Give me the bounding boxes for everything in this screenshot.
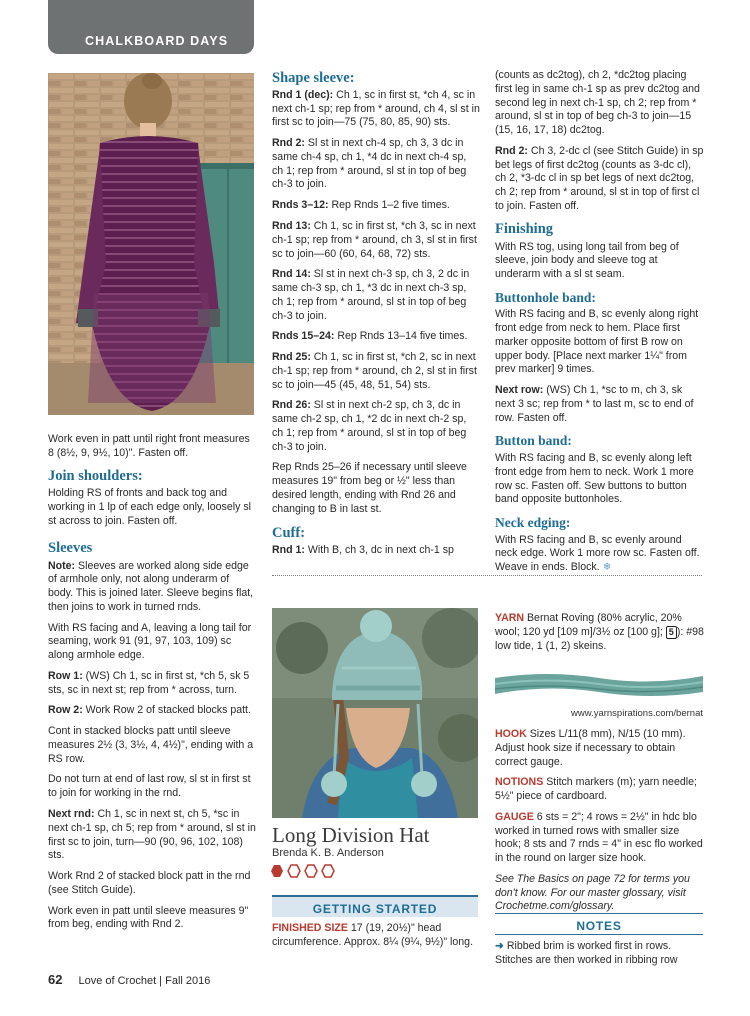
note-1 — [495, 940, 705, 968]
hook-label: HOOK — [495, 728, 527, 740]
notions-label: NOTIONS — [495, 776, 544, 789]
rnd26-paragraph — [272, 399, 480, 454]
button-band-heading: Button band: — [495, 433, 572, 449]
yarn-weight-number: 5 — [668, 626, 674, 637]
cuff-rnd1-text: With B, ch 3, dc in next ch-1 sp — [304, 544, 454, 557]
rnd2-text: Sl st in next ch-4 sp, ch 3, 3 dc in same ch-4 sp, ch 1, *4 dc in next ch-4 sp, ch 1; rep from * around, sl st in top of beg ch-3 to join. — [272, 137, 467, 191]
rnds3-label: Rnds 3–12: — [272, 199, 329, 212]
row1-paragraph — [48, 670, 256, 698]
sleeves-heading: Sleeves — [48, 539, 93, 556]
rnd2-label: Rnd 2: — [272, 137, 305, 150]
page-footer — [48, 972, 210, 989]
getting-started-banner — [272, 895, 478, 917]
gauge-text: 6 sts = 2"; 4 rows = 2½" in hdc blo worked in turned rows with smaller size hook; 8 sts and 7 rnds = 4" in esc flo worked in the round on larger size hook. — [495, 810, 703, 865]
continued-paragraph: (counts as dc2tog), ch 2, *dc2tog placing first leg in same ch-1 sp as prev dc2tog and second leg in next ch-1 sp, ch 2; rep from * around, sl st in top of beg ch-3 to join—15 (15, 16, 17, 18) dc2tog. — [495, 69, 700, 137]
rnd14-label: Rnd 14: — [272, 268, 311, 281]
note-text: Sleeves are worked along side edge of armhole only, not along underarm of body. This is joined later. Sleeve begins flat, then joins to work in turned rnds. — [48, 559, 254, 613]
cuff-rnd1-label: Rnd 1: — [272, 544, 305, 557]
rnd25-label: Rnd 25: — [272, 351, 311, 364]
notes-label: NOTES — [576, 919, 622, 933]
gauge-label: GAUGE — [495, 810, 534, 823]
yarn-url: www.yarnspirations.com/bernat — [571, 708, 703, 719]
work-even2-paragraph: Work even in patt until sleeve measures 9" from beg, ending with Rnd 2. — [48, 904, 249, 931]
yarn-text-2: ): #98 low tide, 1 (1, 2) skeins. — [495, 625, 704, 652]
hat-photo — [272, 608, 478, 818]
rnds15-paragraph — [272, 330, 480, 344]
hook-text: Sizes L/11(8 mm), N/15 (10 mm). Adjust hook size if necessary to obtain correct gauge. — [495, 728, 686, 768]
next-rnd-paragraph — [48, 808, 256, 863]
finished-size-paragraph — [272, 922, 478, 950]
yarn-paragraph — [495, 612, 705, 653]
cardigan-photo — [48, 73, 254, 415]
rs-facing-paragraph: With RS facing and A, leaving a long tail for seaming, work 91 (91, 97, 103, 109) sc along armhole edge. — [48, 621, 252, 662]
cont-paragraph: Cont in stacked blocks patt until sleeve measures 2½ (3, 3½, 4, 4½)", ending with a RS row. — [48, 725, 254, 765]
yarn-photo — [495, 662, 703, 704]
rnd1-paragraph — [272, 89, 480, 130]
skill-level-empty-icon — [287, 864, 301, 878]
finished-size-text: 17 (19, 20½)" head circumference. Approx. 8¼ (9¼, 9½)" long. — [272, 922, 474, 948]
rnd26-text: Sl st in next ch-2 sp, ch 3, dc in same ch-2 sp, ch 1, *2 dc in next ch-2 sp, ch 1; rep from * around, sl st in top of beg ch-3 to join. — [272, 399, 467, 453]
row2-label: Row 2: — [48, 704, 83, 717]
rnd2-paragraph — [272, 137, 480, 192]
rnd14-text: Sl st in next ch-3 sp, ch 3, 2 dc in same ch-3 sp, ch 1, *3 dc in next ch-3 sp, ch 1; rep from * around, sl st in top of beg ch-3 to join. — [272, 268, 470, 322]
neck-edging-heading: Neck edging: — [495, 515, 571, 531]
notions-paragraph — [495, 776, 705, 804]
page-number: 62 — [48, 972, 63, 987]
next-rnd-label: Next rnd: — [48, 808, 95, 820]
notes-column — [495, 940, 705, 975]
materials-column-2 — [495, 728, 705, 921]
cuff-heading: Cuff: — [272, 524, 306, 541]
see-basics-paragraph: See The Basics on page 72 for terms you don't know. For our master glossary, visit Crochetme.com/glossary. — [495, 872, 690, 913]
shape-sleeve-heading: Shape sleeve: — [272, 70, 355, 86]
right-column — [495, 69, 705, 582]
footer-separator: | — [156, 975, 166, 987]
section-tab-label: CHALKBOARD DAYS — [85, 34, 229, 48]
rnd13-paragraph — [272, 220, 480, 261]
work-even-paragraph: Work even in patt until right front measures 8 (8½, 9, 9½, 10)". Fasten off. — [48, 433, 250, 459]
cuff-rnd1-paragraph — [272, 544, 480, 558]
middle-column — [272, 69, 480, 565]
button-band-text: With RS facing and B, sc evenly along left front edge from hem to neck. Work 1 more row sc. Fasten off. Sew buttons to button band opposite buttonholes. — [495, 452, 694, 506]
rep-paragraph: Rep Rnds 25–26 if necessary until sleeve measures 19" from beg or ½" less than desired length, ending with Rnd 26 and changing to B in last st. — [272, 461, 467, 515]
next-row-label: Next row: — [495, 384, 544, 397]
cuff-rnd2-paragraph — [495, 145, 705, 214]
rnd13-label: Rnd 13: — [272, 219, 311, 232]
rnd25-paragraph — [272, 351, 480, 392]
rnd26-label: Rnd 26: — [272, 399, 311, 412]
row1-label: Row 1: — [48, 669, 83, 682]
next-rnd-text: Ch 1, sc in next st, ch 5, *sc in next ch-1 sp, ch 5; rep from * around, sl st in first sc to join, turn—90 (90, 96, 102, 108) sts. — [48, 808, 256, 862]
note-1-text: Ribbed brim is worked first in rows. Stitches are then worked in ribbing row — [495, 940, 678, 966]
rnds15-label: Rnds 15–24: — [272, 330, 335, 343]
rnd14-paragraph — [272, 268, 480, 323]
note-label: Note: — [48, 559, 76, 572]
neck-edging-text — [495, 534, 705, 575]
buttonhole-text: With RS facing and B, sc evenly along right front edge from neck to hem. Place first marker opposite bottom of first B row on upper body. [Place next marker 1¼" from prev marker] 9 times. — [495, 308, 699, 376]
join-shoulders-heading: Join shoulders: — [48, 467, 143, 484]
snowflake-icon: ❄ — [602, 561, 612, 574]
cuff-rnd2-label: Rnd 2: — [495, 144, 528, 157]
arrow-right-icon: ➜ — [495, 940, 504, 952]
work-rnd2-paragraph: Work Rnd 2 of stacked block patt in the rnd (see Stitch Guide). — [48, 870, 251, 896]
rnd25-text: Ch 1, sc in first st, *ch 2, sc in next ch-1 sp; rep from * around, ch 2, sl st in first sc to join—45 (45, 48, 51, 54) sts. — [272, 351, 477, 391]
pattern-author: Brenda K. B. Anderson — [272, 847, 384, 859]
skill-level-filled-icon — [270, 864, 284, 878]
skill-level-icons — [270, 864, 335, 878]
section-tab — [48, 0, 254, 54]
next-row-text: (WS) Ch 1, *sc to m, ch 3, sk next 3 sc; rep from * to last m, sc to end of row. Fasten off. — [495, 384, 694, 424]
cuff-rnd2-text: Ch 3, 2-dc cl (see Stitch Guide) in sp bet legs of first dc2tog (counts as 3-dc cl), ch 2, *3-dc cl in sp bet legs of next dc2tog, ch 2; rep from * around, sl st in top of first cl to join. Fasten off. — [495, 144, 704, 212]
pattern-title: Long Division Hat — [272, 823, 430, 847]
finished-size — [272, 922, 478, 957]
rnds3-text: Rep Rnds 1–2 five times. — [328, 199, 450, 212]
hook-paragraph — [495, 728, 705, 769]
buttonhole-heading: Buttonhole band: — [495, 289, 596, 305]
materials-column — [495, 612, 705, 660]
row2-text: Work Row 2 of stacked blocks patt. — [82, 704, 251, 717]
finished-size-label: FINISHED SIZE — [272, 922, 348, 934]
finishing-heading: Finishing — [495, 220, 554, 237]
skill-level-empty-icon — [321, 864, 335, 878]
note-paragraph — [48, 560, 256, 615]
section-divider — [272, 575, 702, 576]
row2-paragraph — [48, 704, 256, 718]
neck-edging-body: With RS facing and B, sc evenly around neck edge. Work 1 more row sc. Fasten off. Weave in ends. Block. — [495, 533, 700, 574]
yarn-text: Bernat Roving (80% acrylic, 20% wool; 120 yd [109 m]/3½ oz [100 g]; — [495, 612, 682, 638]
next-row-paragraph — [495, 384, 705, 425]
magazine-name: Love of Crochet — [78, 975, 157, 987]
join-shoulders-text: Holding RS of fronts and back tog and working in 1 lp of each edge only, loosely sl st across to join. Fasten off. — [48, 487, 251, 527]
rnds3-paragraph — [272, 199, 480, 213]
skill-level-empty-icon — [304, 864, 318, 878]
left-column — [48, 433, 256, 939]
donot-paragraph: Do not turn at end of last row, sl st in first st to join for working in the rnd. — [48, 773, 251, 800]
rnd1-text: Ch 1, sc in first st, *ch 4, sc in next ch-1 sp; rep from * around, ch 4, sl st in first sc to join—75 (75, 80, 85, 90) sts. — [272, 88, 480, 129]
notes-banner — [495, 913, 703, 935]
rnd13-text: Ch 1, sc in first st, *ch 3, sc in next ch-1 sp; rep from * around, ch 3, sl st in first sc to join—60 (60, 64, 68, 72) sts. — [272, 219, 477, 260]
rnd1-label: Rnd 1 (dec): — [272, 88, 334, 101]
yarn-weight-icon — [666, 626, 677, 639]
rnds15-text: Rep Rnds 13–14 five times. — [334, 330, 468, 343]
row1-text: (WS) Ch 1, sc in first st, *ch 5, sk 5 sts, sc in next st; rep from * across, turn. — [48, 669, 250, 696]
yarn-label: YARN — [495, 612, 525, 624]
notions-text: Stitch markers (m); yarn needle; 5½" piece of cardboard. — [495, 776, 697, 803]
finishing-text: With RS tog, using long tail from beg of sleeve, join body and sleeve tog at underarm with a sl st seam. — [495, 240, 679, 281]
getting-started-label: GETTING STARTED — [312, 902, 438, 916]
issue-name: Fall 2016 — [165, 975, 211, 987]
gauge-paragraph — [495, 811, 705, 866]
